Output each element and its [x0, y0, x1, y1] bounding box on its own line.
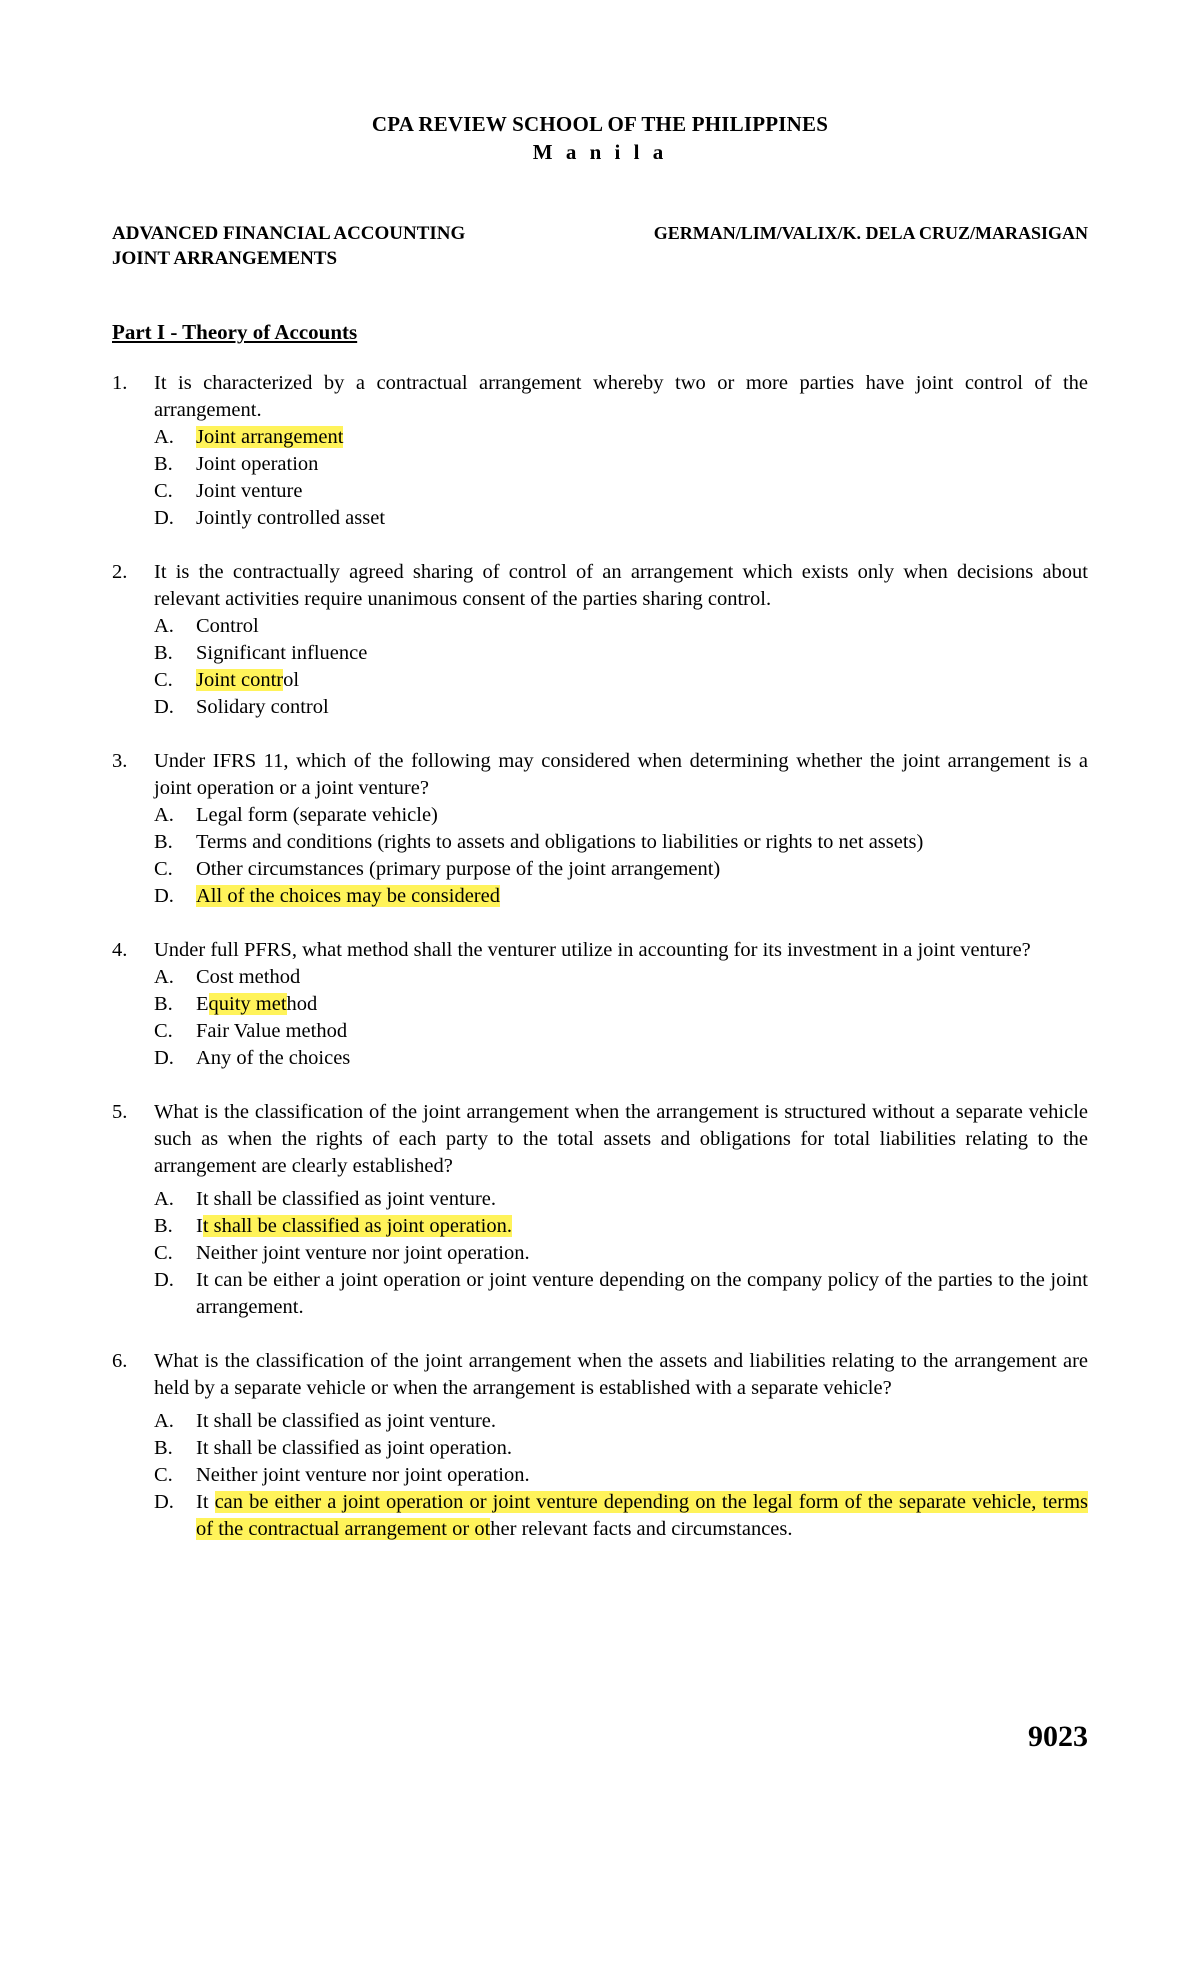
choice-letter: C. — [154, 1464, 173, 1486]
choice-text: It shall be classified as joint venture. — [196, 1410, 497, 1432]
choice-text: Solidary control — [196, 696, 329, 718]
choice-c — [154, 1462, 1088, 1489]
choice-text: Neither joint venture nor joint operation. — [196, 1464, 530, 1486]
choice-highlight: Joint arrangement — [196, 426, 344, 448]
choice-c — [154, 478, 1088, 505]
choice-letter: B. — [154, 993, 173, 1015]
choice-list — [154, 424, 1088, 532]
question-text: It is the contractually agreed sharing of control of an arrangement which exists only when decisions about relevant activities require unanimous consent of the parties sharing control. — [154, 561, 1088, 610]
choice-c — [154, 1240, 1088, 1267]
part-heading: Part I - Theory of Accounts — [112, 320, 358, 344]
choice-letter: A. — [154, 1410, 174, 1432]
choice-text: E — [196, 993, 209, 1015]
choice-b — [154, 829, 1088, 856]
question-3 — [112, 748, 1088, 910]
choice-highlight: Joint contr — [196, 669, 284, 691]
question-number: 5. — [112, 1101, 128, 1123]
choice-text: It can be either a joint operation or joint venture depending on the company policy of the parties to the joint arrangement. — [196, 1269, 1088, 1318]
choice-letter: A. — [154, 426, 174, 448]
choice-text: Joint operation — [196, 453, 319, 475]
choice-text: It shall be classified as joint venture. — [196, 1188, 497, 1210]
choice-a — [154, 1186, 1088, 1213]
choice-d — [154, 505, 1088, 532]
choice-letter: A. — [154, 615, 174, 637]
choice-letter: A. — [154, 966, 174, 988]
choice-b — [154, 1435, 1088, 1462]
choice-list — [154, 613, 1088, 721]
choice-letter: B. — [154, 1215, 173, 1237]
question-number: 4. — [112, 939, 128, 961]
question-6 — [112, 1348, 1088, 1543]
choice-text: It shall be classified as joint operation. — [196, 1437, 512, 1459]
choice-a — [154, 613, 1088, 640]
school-name: CPA REVIEW SCHOOL OF THE PHILIPPINES — [371, 112, 829, 136]
question-text: Under IFRS 11, which of the following may considered when determining whether the joint arrangement is a joint operation or a joint venture? — [154, 750, 1088, 799]
choice-letter: B. — [154, 831, 173, 853]
course-subject: ADVANCED FINANCIAL ACCOUNTING — [112, 223, 466, 244]
choice-letter: B. — [154, 453, 173, 475]
choice-highlight: quity met — [208, 993, 287, 1015]
choice-a — [154, 964, 1088, 991]
school-city: M a n i l a — [532, 140, 668, 164]
choice-letter: C. — [154, 1242, 173, 1264]
choice-letter: D. — [154, 1047, 174, 1069]
choice-letter: D. — [154, 885, 174, 907]
choice-letter: D. — [154, 1491, 174, 1513]
choice-d — [154, 883, 1088, 910]
choice-highlight: can be either a joint operation or joint venture depending on the legal form of the separate vehicle, terms of the contractual arrangement or ot — [196, 1491, 1088, 1540]
choice-c — [154, 856, 1088, 883]
question-number: 2. — [112, 561, 128, 583]
question-number: 1. — [112, 372, 128, 394]
choice-c — [154, 1018, 1088, 1045]
choice-b — [154, 1213, 1088, 1240]
question-number: 6. — [112, 1350, 128, 1372]
choice-letter: C. — [154, 1020, 173, 1042]
page-code: 9023 — [1028, 1720, 1088, 1753]
choice-letter: C. — [154, 858, 173, 880]
question-4 — [112, 937, 1088, 1072]
choice-letter: B. — [154, 1437, 173, 1459]
question-5 — [112, 1099, 1088, 1321]
choice-b — [154, 991, 1088, 1018]
choice-d — [154, 694, 1088, 721]
choice-text: Legal form (separate vehicle) — [196, 804, 438, 826]
choice-list — [154, 1408, 1088, 1543]
course-topic: JOINT ARRANGEMENTS — [112, 248, 338, 269]
choice-text: Terms and conditions (rights to assets and obligations to liabilities or rights to net assets) — [196, 831, 924, 853]
choice-d — [154, 1489, 1088, 1543]
question-1 — [112, 370, 1088, 532]
choice-text: It — [196, 1491, 215, 1513]
choice-letter: C. — [154, 669, 173, 691]
choice-letter: D. — [154, 507, 174, 529]
choice-c — [154, 667, 1088, 694]
choice-list — [154, 1186, 1088, 1321]
choice-text-rest: her relevant facts and circumstances. — [490, 1518, 793, 1540]
choice-text-rest: ol — [283, 669, 300, 691]
choice-letter: C. — [154, 480, 173, 502]
choice-text: Joint venture — [196, 480, 303, 502]
choice-b — [154, 451, 1088, 478]
choice-letter: B. — [154, 642, 173, 664]
choice-text: Neither joint venture nor joint operation. — [196, 1242, 530, 1264]
choice-letter: A. — [154, 804, 174, 826]
question-text: What is the classification of the joint arrangement when the arrangement is structured without a separate vehicle such as when the rights of each party to the total assets and obligations for total liabilities relating to the arrangement are clearly established? — [154, 1101, 1088, 1177]
choice-text: Jointly controlled asset — [196, 507, 386, 529]
choice-b — [154, 640, 1088, 667]
choice-a — [154, 1408, 1088, 1435]
choice-list — [154, 802, 1088, 910]
choice-d — [154, 1045, 1088, 1072]
choice-d — [154, 1267, 1088, 1321]
choice-letter: A. — [154, 1188, 174, 1210]
choice-text: Other circumstances (primary purpose of the joint arrangement) — [196, 858, 721, 880]
choice-text: Any of the choices — [196, 1047, 351, 1069]
choice-letter: D. — [154, 696, 174, 718]
question-2 — [112, 559, 1088, 721]
choice-highlight: All of the choices may be considered — [196, 885, 500, 907]
question-list — [112, 370, 1088, 1570]
choice-text-rest: hod — [286, 993, 318, 1015]
choice-text: I — [196, 1215, 203, 1237]
choice-text: Fair Value method — [196, 1020, 348, 1042]
choice-text: Significant influence — [196, 642, 368, 664]
choice-letter: D. — [154, 1269, 174, 1291]
question-text: It is characterized by a contractual arrangement whereby two or more parties have joint control of the arrangement. — [154, 372, 1088, 421]
question-number: 3. — [112, 750, 128, 772]
question-text: What is the classification of the joint arrangement when the assets and liabilities relating to the arrangement are held by a separate vehicle or when the arrangement is established with a separate vehicle? — [154, 1350, 1088, 1399]
choice-a — [154, 802, 1088, 829]
choice-highlight: t shall be classified as joint operation. — [202, 1215, 512, 1237]
authors: GERMAN/LIM/VALIX/K. DELA CRUZ/MARASIGAN — [653, 223, 1088, 243]
choice-text: Control — [196, 615, 259, 637]
choice-text: Cost method — [196, 966, 301, 988]
choice-a — [154, 424, 1088, 451]
choice-list — [154, 964, 1088, 1072]
question-text: Under full PFRS, what method shall the venturer utilize in accounting for its investment in a joint venture? — [154, 939, 1031, 961]
course-title — [112, 221, 465, 271]
